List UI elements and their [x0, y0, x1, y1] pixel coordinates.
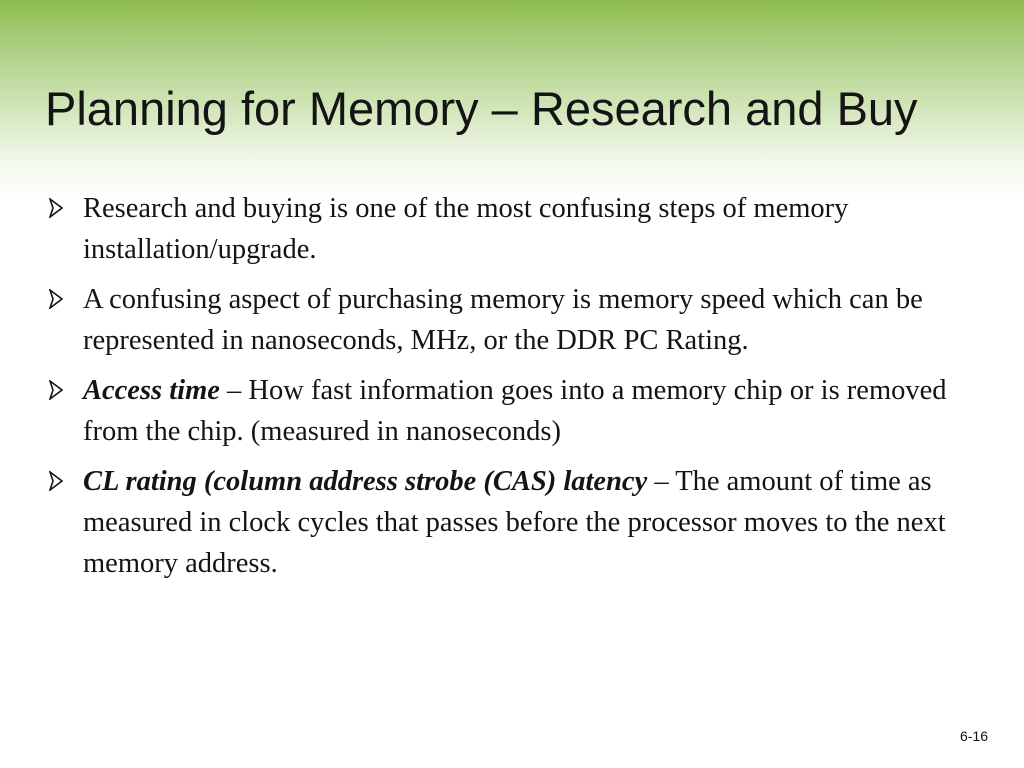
arrowhead-bullet-icon [49, 198, 63, 218]
arrowhead-bullet-icon [49, 289, 63, 309]
bullet-item [45, 370, 975, 452]
bullet-text: – How fast information goes into a memory chip or is removed from the chip. (measured in nanoseconds) [83, 375, 947, 447]
bullet-text: A confusing aspect of purchasing memory is memory speed which can be represented in nanoseconds, MHz, or the DDR PC Rating. [83, 284, 923, 356]
slide-title: Planning for Memory – Research and Buy [45, 82, 918, 135]
bullet-item [45, 461, 975, 584]
bullet-list [45, 188, 975, 593]
bullet-term: Access time [83, 375, 220, 406]
arrowhead-bullet-icon [49, 471, 63, 491]
page-number: 6-16 [959, 728, 988, 744]
bullet-item [45, 279, 975, 361]
bullet-term: CL rating (column address strobe (CAS) latency [83, 466, 648, 497]
bullet-text: – The amount of time as measured in clock cycles that passes before the processor moves to the next memory address. [83, 466, 946, 579]
bullet-text: Research and buying is one of the most confusing steps of memory installation/upgrade. [83, 193, 849, 265]
bullet-item [45, 188, 975, 270]
arrowhead-bullet-icon [49, 380, 63, 400]
